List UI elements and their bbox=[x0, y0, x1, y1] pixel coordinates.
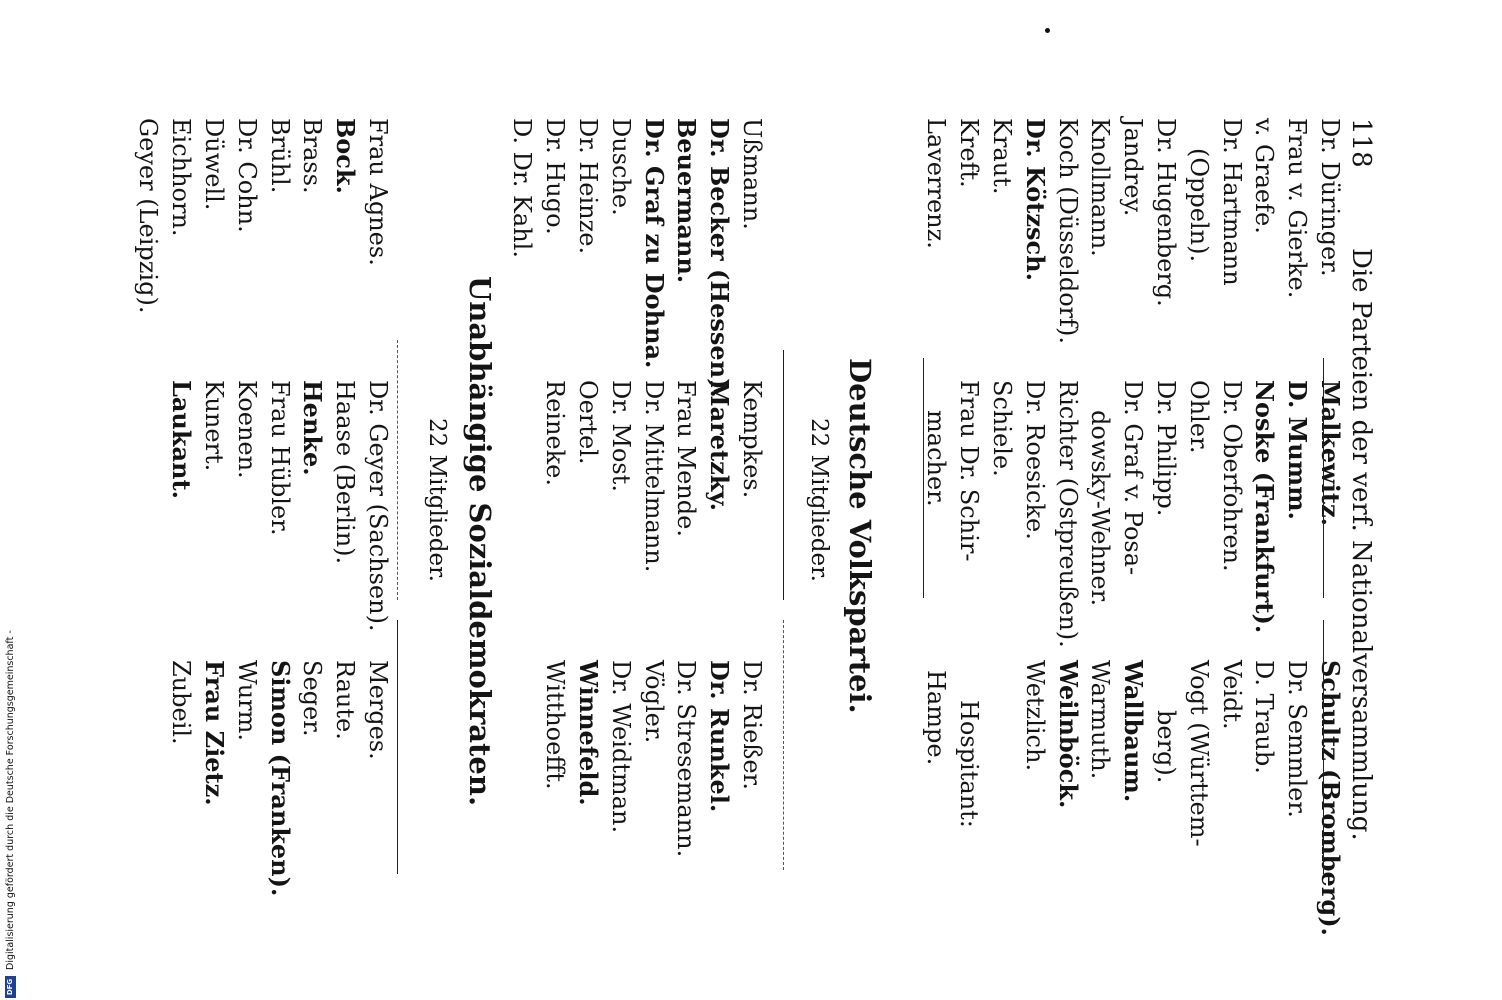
top_section-col2-name: Frau Dr. Schir- bbox=[955, 380, 984, 562]
top_section-col3-name: berg). bbox=[1152, 710, 1180, 784]
dvp-col2-name: Kempkes. bbox=[738, 380, 766, 499]
digitization-credit-text: Digitalisierung gefördert durch die Deutsche Forschungsgemeinschaft - bbox=[5, 630, 16, 970]
uspd-col1-name: Brass. bbox=[298, 118, 327, 194]
top_section-col1-name: Koch (Düsseldorf). bbox=[1053, 118, 1082, 344]
uspd-col2-name: Dr. Geyer (Sachsen). bbox=[364, 380, 392, 632]
top_section-col1-name: Dr. Kötzsch. bbox=[1020, 118, 1050, 281]
dvp-divider-1 bbox=[783, 350, 784, 600]
dfg-logo: DFG bbox=[5, 976, 16, 998]
top-divider-3 bbox=[923, 358, 924, 598]
dvp-col2-name: Maretzky. bbox=[705, 380, 735, 511]
uspd-col3-name: Seger. bbox=[298, 660, 327, 737]
uspd-col3-name: Zubeil. bbox=[167, 660, 196, 745]
uspd-member-count: 22 Mitglieder. bbox=[424, 418, 450, 582]
top_section-col3-name: Wallbaum. bbox=[1119, 660, 1149, 803]
uspd-col2-name: Frau Hübler. bbox=[265, 380, 294, 536]
dvp-heading: Deutsche Volkspartei. bbox=[843, 358, 877, 714]
top_section-col2-name: D. Mumm. bbox=[1283, 380, 1313, 520]
top_section-col3-name: Hospitant: bbox=[955, 700, 984, 828]
top_section-col1-name: Knollmann. bbox=[1086, 118, 1115, 257]
top_section-col2-name: Schiele. bbox=[988, 380, 1016, 477]
uspd-col3-name: Simon (Franken). bbox=[265, 660, 295, 897]
dvp-col1-name: Beuermann. bbox=[672, 118, 702, 284]
dvp-col2-name: Dr. Most. bbox=[606, 380, 635, 492]
top_section-col2-name: Richter (Ostpreußen). bbox=[1053, 380, 1082, 648]
dvp-col1-name: Dr. Hugo. bbox=[541, 118, 570, 235]
dvp-col1-name: D. Dr. Kahl. bbox=[508, 118, 537, 258]
scan-speck bbox=[1045, 28, 1050, 33]
dvp-member-count: 22 Mitglieder. bbox=[806, 418, 832, 582]
top_section-col3-name: Veidt. bbox=[1217, 660, 1246, 730]
dvp-col1-name: Dr. Heinze. bbox=[574, 118, 602, 255]
top_section-col3-name: Vogt (Württem- bbox=[1184, 660, 1213, 847]
uspd-col2-name: Laukant. bbox=[167, 380, 197, 499]
dvp-col3-name: Dr. Stresemann. bbox=[672, 660, 701, 858]
top_section-col1-name: Dr. Hugenberg. bbox=[1152, 118, 1180, 307]
dvp-col3-name: Dr. Weidtman. bbox=[606, 660, 635, 834]
uspd-col3-name: Wurm. bbox=[232, 660, 261, 742]
uspd-col2-name: Koenen. bbox=[232, 380, 261, 479]
dvp-col3-name: Dr. Rießer. bbox=[738, 660, 766, 790]
uspd-col1-name: Frau Agnes. bbox=[364, 118, 392, 266]
top_section-col1-name: Dr. Düringer. bbox=[1316, 118, 1344, 277]
top_section-col2-name: Dr. Graf v. Posa- bbox=[1119, 380, 1148, 576]
top_section-col1-name: (Oppeln). bbox=[1184, 148, 1213, 263]
dvp-col2-name: Dr. Mittelmann. bbox=[639, 380, 668, 573]
uspd-divider-1 bbox=[397, 340, 398, 600]
uspd-col2-name: Haase (Berlin). bbox=[331, 380, 360, 565]
top_section-col3-name: Warmuth. bbox=[1086, 660, 1115, 780]
dvp-col2-name: Frau Mende. bbox=[672, 380, 701, 537]
top_section-col2-name: macher. bbox=[922, 410, 951, 507]
uspd-col1-name: Düwell. bbox=[200, 118, 228, 211]
top-divider-1 bbox=[1323, 358, 1324, 598]
top_section-col3-name: Hampe. bbox=[922, 670, 951, 766]
top_section-col2-name: Dr. Roesicke. bbox=[1020, 380, 1049, 540]
dvp-col2-name: Oertel. bbox=[574, 380, 602, 465]
top_section-col3-name: Wetzlich. bbox=[1020, 660, 1049, 772]
top_section-col2-name: Noske (Frankfurt). bbox=[1250, 380, 1280, 634]
top_section-col3-name: Weilnböck. bbox=[1053, 660, 1083, 809]
top_section-col2-name: Malkewitz. bbox=[1316, 380, 1345, 526]
top_section-col1-name: Dr. Hartmann bbox=[1217, 118, 1246, 286]
uspd-col1-name: Eichhorn. bbox=[167, 118, 196, 237]
top_section-col1-name: Jandrey. bbox=[1119, 118, 1148, 217]
digitization-credit bbox=[4, 0, 18, 1000]
top_section-col1-name: Kraut. bbox=[988, 118, 1016, 195]
page-number: 118 bbox=[1346, 118, 1376, 168]
top_section-col2-name: Dr. Philipp. bbox=[1152, 380, 1180, 517]
uspd-col3-name: Raute. bbox=[331, 660, 360, 740]
uspd-col1-name: Geyer (Leipzig). bbox=[134, 118, 163, 314]
uspd-col3-name: Frau Zietz. bbox=[200, 660, 229, 806]
top_section-col1-name: Frau v. Gierke. bbox=[1283, 118, 1312, 299]
uspd-col3-name: Merges. bbox=[364, 660, 392, 760]
uspd-heading: Unabhängige Sozialdemokraten. bbox=[463, 276, 497, 807]
top_section-col1-name: v. Graefe. bbox=[1250, 118, 1279, 234]
dvp-col1-name: Dr. Graf zu Dohna. bbox=[639, 118, 669, 369]
top_section-col3-name: Dr. Semmler. bbox=[1283, 660, 1312, 818]
top_section-col2-name: dowsky-Wehner. bbox=[1086, 410, 1115, 607]
dvp-col1-name: Dr. Becker (Hessen). bbox=[705, 118, 735, 398]
top_section-col3-name: Schultz (Bromberg). bbox=[1316, 660, 1345, 936]
scanned-page bbox=[126, 118, 1376, 978]
dvp-divider-2 bbox=[783, 620, 784, 870]
uspd-col2-name: Kunert. bbox=[200, 380, 228, 472]
top-divider-2 bbox=[1323, 620, 1324, 874]
uspd-col1-name: Dr. Cohn. bbox=[232, 118, 261, 233]
uspd-col1-name: Bock. bbox=[331, 118, 361, 194]
top_section-col1-name: Laverrenz. bbox=[922, 118, 951, 249]
top_section-col3-name: D. Traub. bbox=[1250, 660, 1279, 774]
uspd-divider-2 bbox=[397, 620, 398, 874]
top_section-col1-name: Kreft. bbox=[955, 118, 984, 188]
dvp-col1-name: Ußmann. bbox=[738, 118, 766, 230]
uspd-col1-name: Brühl. bbox=[265, 118, 294, 194]
dvp-col1-name: Dusche. bbox=[606, 118, 635, 216]
dvp-col3-name: Vögler. bbox=[639, 660, 668, 744]
dvp-col2-name: Reineke. bbox=[541, 380, 570, 486]
top_section-col2-name: Ohler. bbox=[1184, 380, 1213, 454]
dvp-col3-name: Dr. Runkel. bbox=[705, 660, 735, 813]
dvp-col3-name: Witthoefft. bbox=[541, 660, 570, 790]
uspd-col2-name: Henke. bbox=[298, 380, 328, 476]
running-title: Die Parteien der verf. Nationalversammlung. bbox=[1346, 248, 1376, 841]
dvp-col3-name: Winnefeld. bbox=[574, 660, 603, 806]
top_section-col2-name: Dr. Oberfohren. bbox=[1217, 380, 1246, 572]
